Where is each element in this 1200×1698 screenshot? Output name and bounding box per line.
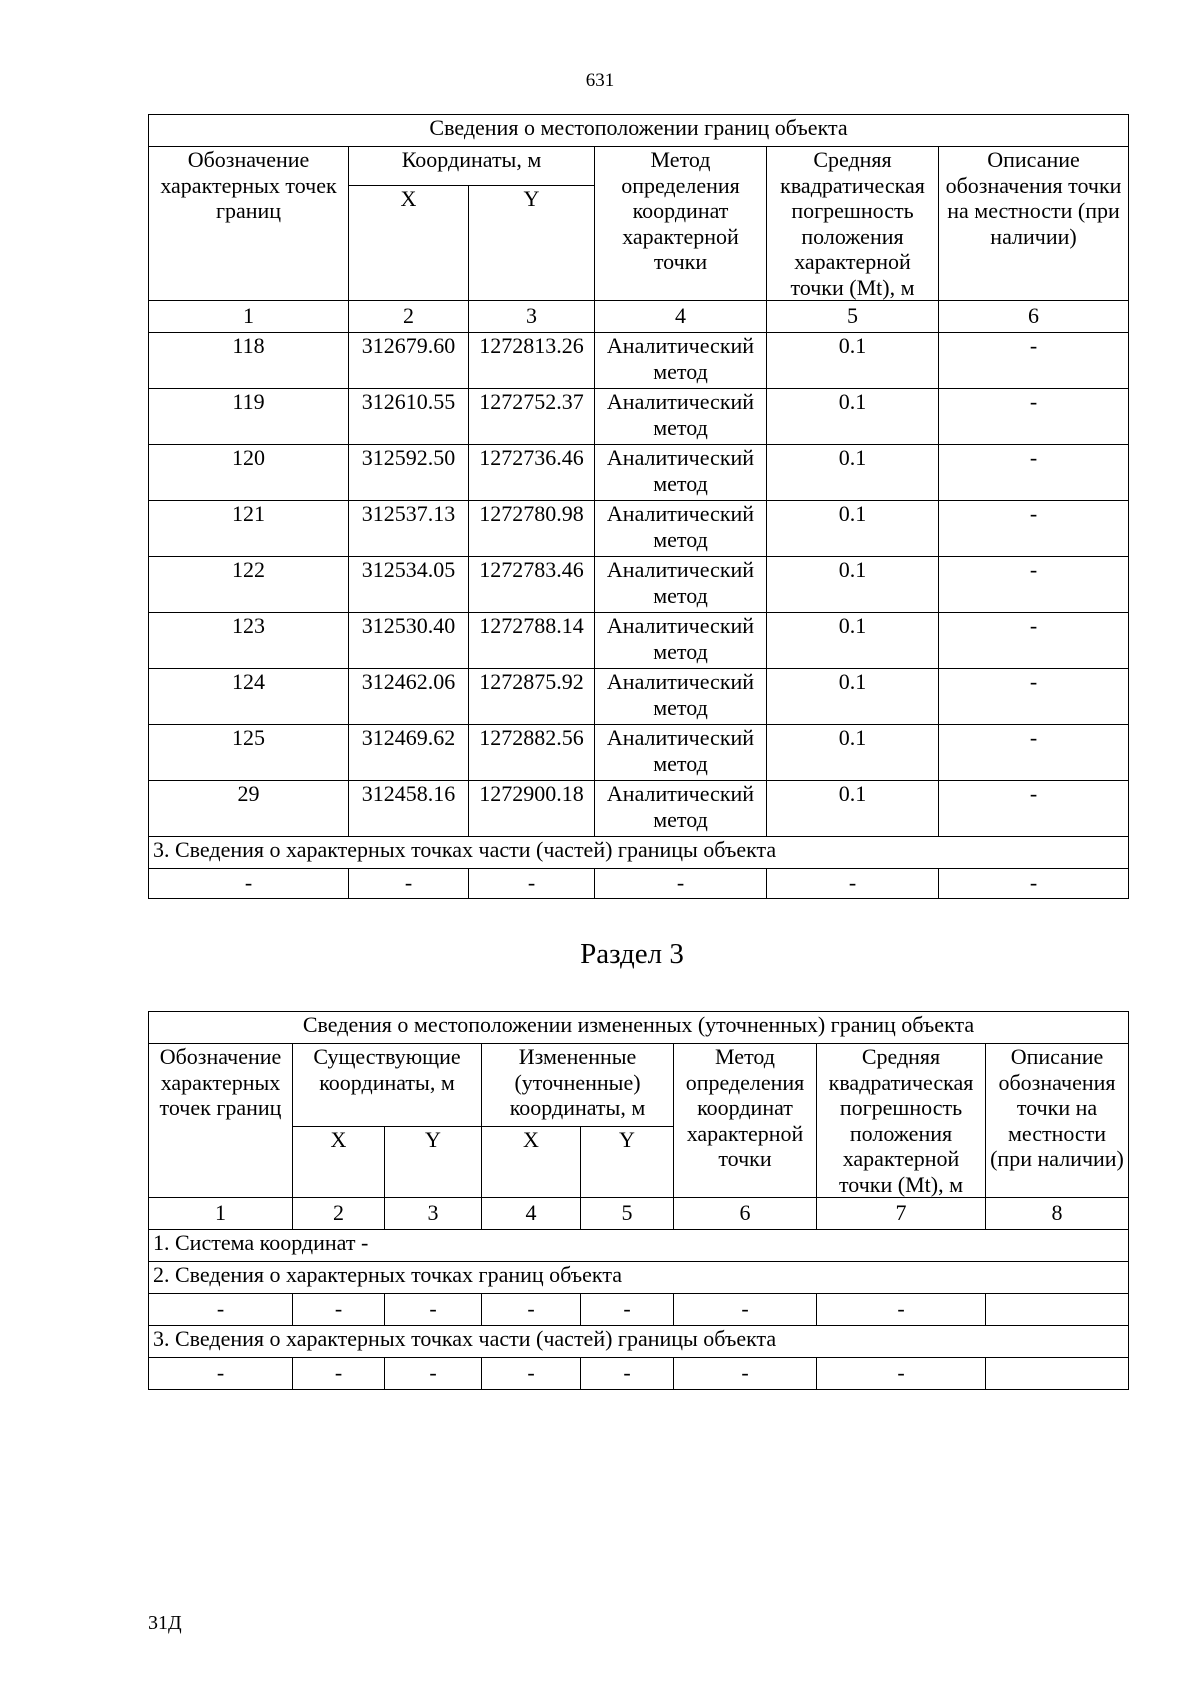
error-cell: 0.1 (767, 725, 939, 781)
error-cell: 0.1 (767, 389, 939, 445)
method-cell: Аналитический метод (595, 725, 767, 781)
error-cell: 0.1 (767, 445, 939, 501)
table-row (149, 613, 1129, 669)
empty-cell: - (482, 1358, 581, 1390)
empty-cell: - (469, 869, 595, 899)
coord-y: 1272788.14 (469, 613, 595, 669)
coord-x: 312534.05 (349, 557, 469, 613)
point-id: 118 (149, 333, 349, 389)
table-row (149, 501, 1129, 557)
column-number: 6 (674, 1198, 817, 1230)
point-id: 29 (149, 781, 349, 837)
header-x: X (349, 186, 469, 301)
method-cell: Аналитический метод (595, 333, 767, 389)
parts-note: 3. Сведения о характерных точках части (частей) границы объекта (149, 837, 1129, 869)
empty-cell: - (149, 1294, 293, 1326)
section-title: Раздел 3 (580, 938, 684, 970)
empty-cell: - (149, 1358, 293, 1390)
point-id: 125 (149, 725, 349, 781)
empty-cell: - (817, 1358, 986, 1390)
column-number: 5 (581, 1198, 674, 1230)
point-id: 124 (149, 669, 349, 725)
header-y: Y (385, 1127, 482, 1198)
header-method: Метод определения координат характерной точки (674, 1044, 817, 1198)
header-designation: Обозначение характерных точек границ (149, 1044, 293, 1198)
empty-cell: - (939, 869, 1129, 899)
boundary-table (148, 114, 1129, 899)
table-row (149, 445, 1129, 501)
method-cell: Аналитический метод (595, 389, 767, 445)
page-number: 631 (585, 70, 615, 91)
parts-note: 3. Сведения о характерных точках части (частей) границы объекта (149, 1326, 1129, 1358)
header-y: Y (581, 1127, 674, 1198)
column-number: 7 (817, 1198, 986, 1230)
point-id: 119 (149, 389, 349, 445)
table-row (149, 389, 1129, 445)
description-cell: - (939, 333, 1129, 389)
header-x: X (293, 1127, 385, 1198)
table-row (149, 725, 1129, 781)
method-cell: Аналитический метод (595, 613, 767, 669)
description-cell: - (939, 557, 1129, 613)
coordinate-system: 1. Система координат - (149, 1230, 1129, 1262)
empty-row (149, 1294, 1129, 1326)
method-cell: Аналитический метод (595, 501, 767, 557)
empty-row (149, 869, 1129, 899)
changed-boundary-table (148, 1011, 1129, 1390)
error-cell: 0.1 (767, 557, 939, 613)
coord-x: 312592.50 (349, 445, 469, 501)
coord-y: 1272780.98 (469, 501, 595, 557)
description-cell: - (939, 613, 1129, 669)
header-x: X (482, 1127, 581, 1198)
description-cell: - (939, 725, 1129, 781)
error-cell: 0.1 (767, 669, 939, 725)
header-error: Средняя квадратическая погрешность положения характерной точки (Mt), м (817, 1044, 986, 1198)
description-cell: - (939, 389, 1129, 445)
coord-x: 312530.40 (349, 613, 469, 669)
column-number: 5 (767, 301, 939, 333)
empty-row (149, 1358, 1129, 1390)
empty-cell: - (293, 1294, 385, 1326)
point-id: 122 (149, 557, 349, 613)
header-coordinates: Координаты, м (349, 147, 595, 186)
coord-y: 1272813.26 (469, 333, 595, 389)
column-number: 3 (469, 301, 595, 333)
point-id: 120 (149, 445, 349, 501)
empty-cell: - (149, 869, 349, 899)
error-cell: 0.1 (767, 501, 939, 557)
method-cell: Аналитический метод (595, 669, 767, 725)
header-error: Средняя квадратическая погрешность положения характерной точки (Mt), м (767, 147, 939, 301)
empty-cell: - (767, 869, 939, 899)
column-number: 2 (349, 301, 469, 333)
column-number: 1 (149, 1198, 293, 1230)
column-number: 4 (595, 301, 767, 333)
table-row (149, 669, 1129, 725)
column-number: 1 (149, 301, 349, 333)
header-changed-coordinates: Измененные (уточненные) координаты, м (482, 1044, 674, 1127)
point-id: 123 (149, 613, 349, 669)
description-cell: - (939, 669, 1129, 725)
empty-cell: - (674, 1358, 817, 1390)
column-number: 2 (293, 1198, 385, 1230)
method-cell: Аналитический метод (595, 557, 767, 613)
empty-cell: - (581, 1358, 674, 1390)
coord-y: 1272882.56 (469, 725, 595, 781)
footer-code: 31Д (148, 1612, 182, 1634)
header-description: Описание обозначения точки на местности (при наличии) (986, 1044, 1129, 1198)
method-cell: Аналитический метод (595, 445, 767, 501)
header-method: Метод определения координат характерной точки (595, 147, 767, 301)
description-cell: - (939, 445, 1129, 501)
table-row (149, 333, 1129, 389)
header-designation: Обозначение характерных точек границ (149, 147, 349, 301)
empty-cell: - (349, 869, 469, 899)
empty-cell: - (293, 1358, 385, 1390)
coord-x: 312458.16 (349, 781, 469, 837)
error-cell: 0.1 (767, 613, 939, 669)
empty-cell (986, 1294, 1129, 1326)
description-cell: - (939, 501, 1129, 557)
method-cell: Аналитический метод (595, 781, 767, 837)
empty-cell: - (482, 1294, 581, 1326)
header-existing-coordinates: Существующие координаты, м (293, 1044, 482, 1127)
coord-x: 312679.60 (349, 333, 469, 389)
column-number-row (149, 1198, 1129, 1230)
table-caption: Сведения о местоположении границ объекта (149, 115, 1129, 147)
coord-x: 312469.62 (349, 725, 469, 781)
table-row (149, 557, 1129, 613)
error-cell: 0.1 (767, 333, 939, 389)
column-number: 3 (385, 1198, 482, 1230)
column-number-row (149, 301, 1129, 333)
coord-x: 312537.13 (349, 501, 469, 557)
table-caption: Сведения о местоположении измененных (уточненных) границ объекта (149, 1012, 1129, 1044)
column-number: 4 (482, 1198, 581, 1230)
empty-cell: - (817, 1294, 986, 1326)
empty-cell: - (581, 1294, 674, 1326)
error-cell: 0.1 (767, 781, 939, 837)
empty-cell: - (385, 1294, 482, 1326)
point-id: 121 (149, 501, 349, 557)
column-number: 6 (939, 301, 1129, 333)
coord-y: 1272783.46 (469, 557, 595, 613)
coord-x: 312462.06 (349, 669, 469, 725)
coord-x: 312610.55 (349, 389, 469, 445)
boundary-points-note: 2. Сведения о характерных точках границ объекта (149, 1262, 1129, 1294)
empty-cell: - (674, 1294, 817, 1326)
coord-y: 1272875.92 (469, 669, 595, 725)
empty-cell: - (385, 1358, 482, 1390)
coord-y: 1272900.18 (469, 781, 595, 837)
table-row (149, 781, 1129, 837)
description-cell: - (939, 781, 1129, 837)
empty-cell (986, 1358, 1129, 1390)
coord-y: 1272736.46 (469, 445, 595, 501)
coord-y: 1272752.37 (469, 389, 595, 445)
header-y: Y (469, 186, 595, 301)
empty-cell: - (595, 869, 767, 899)
header-description: Описание обозначения точки на местности (при наличии) (939, 147, 1129, 301)
column-number: 8 (986, 1198, 1129, 1230)
